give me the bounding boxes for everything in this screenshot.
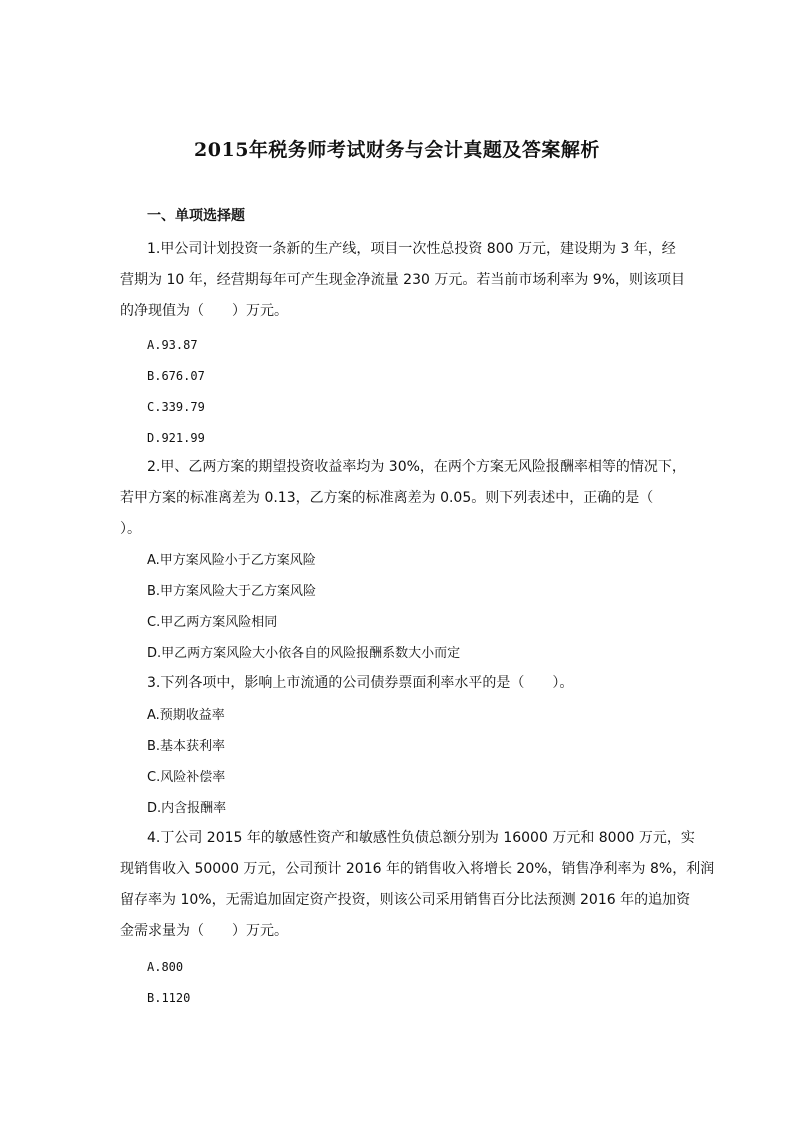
question-3-option-c: C.风险补偿率	[147, 770, 226, 785]
question-line: 留存率为 10%，无需追加固定资产投资，则该公司采用销售百分比法预测 2016 年的追加资	[120, 892, 691, 908]
page-title: 2015年税务师考试财务与会计真题及答案解析	[194, 139, 600, 161]
question-3-option-a: A.预期收益率	[147, 708, 225, 723]
question-line: 2.甲、乙两方案的期望投资收益率均为 30%，在两个方案无风险报酬率相等的情况下，	[147, 459, 686, 475]
question-1-text	[120, 234, 685, 327]
section-heading: 一、单项选择题	[147, 208, 245, 224]
question-1-option-a: A.93.87	[147, 338, 198, 352]
question-line: 3.下列各项中，影响上市流通的公司债券票面利率水平的是（ ）。	[147, 675, 574, 691]
question-line: 现销售收入 50000 万元，公司预计 2016 年的销售收入将增长 20%，销售净利率为 8%，利润	[120, 861, 715, 877]
question-2-option-c: C.甲乙两方案风险相同	[147, 615, 278, 630]
question-3-text	[120, 668, 573, 699]
question-2-option-b: B.甲方案风险大于乙方案风险	[147, 584, 317, 599]
question-line: 1.甲公司计划投资一条新的生产线，项目一次性总投资 800 万元，建设期为 3 年，经	[147, 241, 676, 257]
question-line: 若甲方案的标准离差为 0.13，乙方案的标准离差为 0.05。则下列表述中，正确的是（	[120, 490, 654, 506]
question-line: 金需求量为（ ）万元。	[120, 923, 288, 939]
question-line: 4.丁公司 2015 年的敏感性资产和敏感性负债总额分别为 16000 万元和 8000 万元，实	[147, 830, 695, 846]
question-4-option-a: A.800	[147, 960, 184, 974]
question-3-option-d: D.内含报酬率	[147, 801, 227, 816]
question-4-text	[120, 823, 714, 947]
question-2-option-d: D.甲乙两方案风险大小依各自的风险报酬系数大小而定	[147, 646, 461, 661]
question-3-option-b: B.基本获利率	[147, 739, 226, 754]
question-line: 营期为 10 年，经营期每年可产生现金净流量 230 万元。若当前市场利率为 9%，则该项目	[120, 272, 685, 288]
question-1-option-c: C.339.79	[147, 400, 205, 414]
question-4-option-b: B.1120	[147, 991, 191, 1005]
question-line: ）。	[120, 521, 141, 537]
question-1-option-d: D.921.99	[147, 431, 205, 445]
question-1-option-b: B.676.07	[147, 369, 205, 383]
question-2-option-a: A.甲方案风险小于乙方案风险	[147, 553, 316, 568]
question-2-text	[120, 452, 686, 545]
question-line: 的净现值为（ ）万元。	[120, 303, 288, 319]
